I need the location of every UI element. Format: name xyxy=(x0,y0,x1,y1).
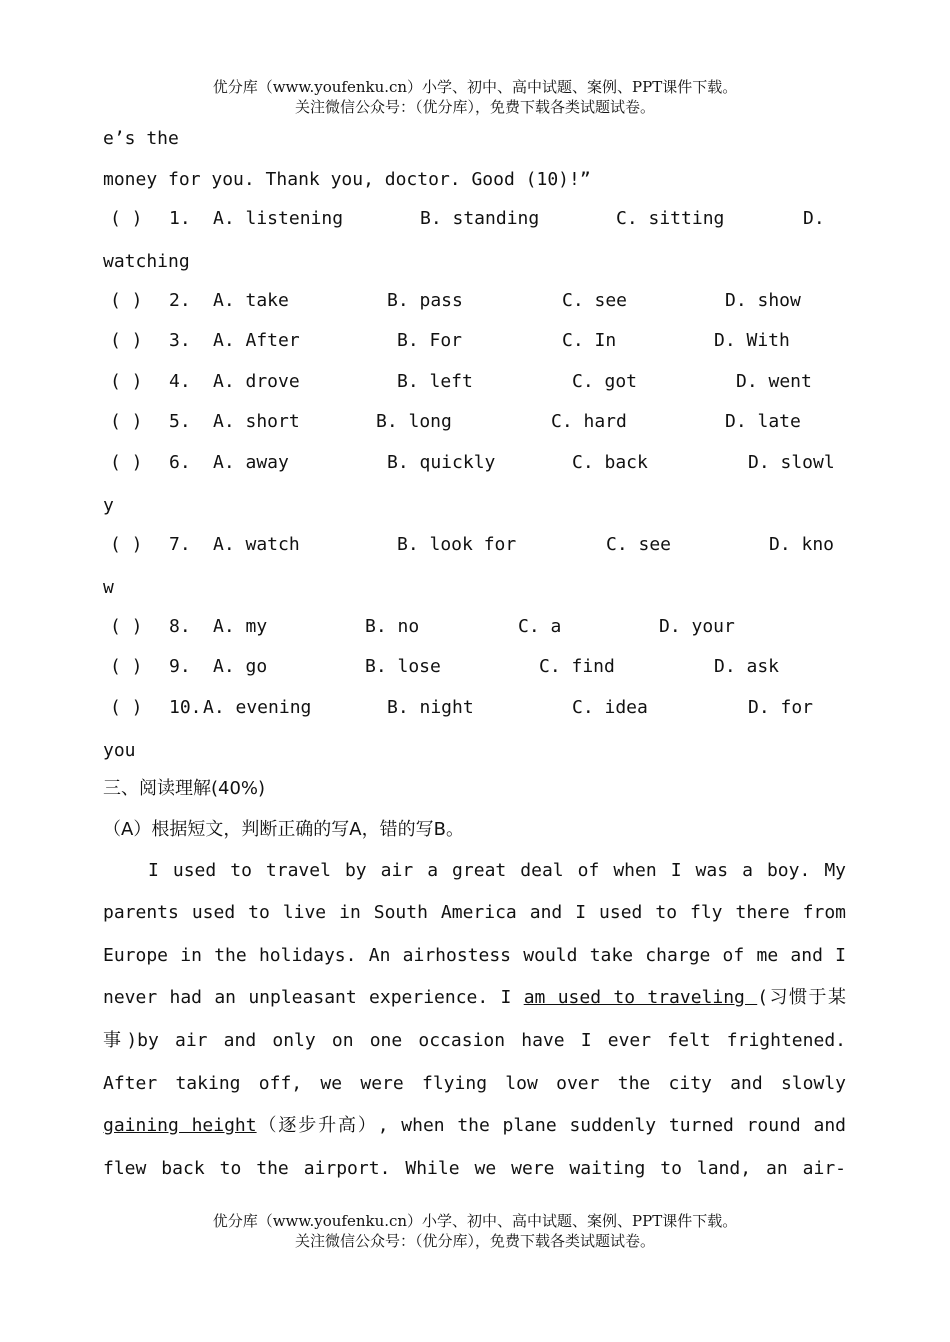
option-d: D. your xyxy=(659,616,735,637)
option-d: D. for xyxy=(748,697,814,718)
page-footer xyxy=(0,1211,950,1251)
option-b: B. pass xyxy=(387,290,463,311)
page-header xyxy=(0,77,950,117)
answer-blank: ( ) xyxy=(110,697,143,718)
option-c: C. In xyxy=(562,330,617,351)
answer-blank: ( ) xyxy=(110,290,143,311)
question-number: 4. xyxy=(169,371,191,392)
question-number: 3. xyxy=(169,330,191,351)
reading-line-3: Europe in the holidays. An airhostess would take charge of me and I xyxy=(103,945,846,966)
option-b: B. look for xyxy=(397,534,517,555)
option-b: B. night xyxy=(387,697,474,718)
reading-line-1: I used to travel by air a great deal of when I was a boy. My xyxy=(148,860,846,881)
option-wrap-text: watching xyxy=(103,251,190,272)
answer-blank: ( ) xyxy=(110,208,143,229)
reading-line-4-gloss: (习惯于某 xyxy=(757,987,846,1008)
underlined-phrase: am used to traveling xyxy=(523,987,758,1008)
header-line-2: 关注微信公众号：（优分库），免费下载各类试题试卷。 xyxy=(294,98,655,116)
option-d: D. slowl xyxy=(748,452,835,473)
option-a: A. After xyxy=(213,330,300,351)
question-number: 2. xyxy=(169,290,191,311)
option-a: A. listening xyxy=(213,208,344,229)
option-b: B. long xyxy=(376,411,452,432)
option-a: A. my xyxy=(213,616,268,637)
reading-line-8: flew back to the airport. While we were waiting to land, an air- xyxy=(103,1158,846,1179)
option-d: D. With xyxy=(714,330,790,351)
answer-blank: ( ) xyxy=(110,411,143,432)
option-c: C. see xyxy=(562,290,628,311)
option-c: C. got xyxy=(572,371,638,392)
answer-blank: ( ) xyxy=(110,371,143,392)
reading-line-7-text: （逐步升高）, when the plane suddenly turned round and xyxy=(256,1115,846,1136)
option-b: B. For xyxy=(397,330,463,351)
option-a: A. short xyxy=(213,411,300,432)
option-c: C. see xyxy=(606,534,672,555)
option-wrap-text: w xyxy=(103,577,114,598)
answer-blank: ( ) xyxy=(110,656,143,677)
answer-blank: ( ) xyxy=(110,452,143,473)
reading-line-6: After taking off, we were flying low over the city and slowly xyxy=(103,1073,846,1094)
question-number: 5. xyxy=(169,411,191,432)
footer-line-1: 优分库（www.youfenku.cn）小学、初中、高中试题、案例、PPT课件下载。 xyxy=(212,1212,738,1230)
option-b: B. quickly xyxy=(387,452,496,473)
option-c: C. a xyxy=(518,616,562,637)
option-d: D. kno xyxy=(769,534,835,555)
option-b: B. lose xyxy=(365,656,441,677)
question-number: 7. xyxy=(169,534,191,555)
option-wrap-text: you xyxy=(103,740,136,761)
question-number: 6. xyxy=(169,452,191,473)
reading-line-5: 事)by air and only on one occasion have I ever felt frightened. xyxy=(103,1030,846,1051)
option-b: B. standing xyxy=(420,208,540,229)
option-c: C. back xyxy=(572,452,648,473)
section-instruction: （A）根据短文，判断正确的写A，错的写B。 xyxy=(103,819,464,840)
question-number: 8. xyxy=(169,616,191,637)
option-c: C. idea xyxy=(572,697,648,718)
option-wrap-text: y xyxy=(103,495,114,516)
section-title: 三、阅读理解(40%) xyxy=(103,778,266,799)
answer-blank: ( ) xyxy=(110,534,143,555)
answer-blank: ( ) xyxy=(110,330,143,351)
answer-blank: ( ) xyxy=(110,616,143,637)
question-number: 9. xyxy=(169,656,191,677)
option-a: A. drove xyxy=(213,371,300,392)
reading-line-2: parents used to live in South America and I used to fly there from xyxy=(103,902,846,923)
option-a: A. take xyxy=(213,290,289,311)
option-b: B. no xyxy=(365,616,420,637)
option-b: B. left xyxy=(397,371,473,392)
option-d: D. ask xyxy=(714,656,780,677)
option-a: A. go xyxy=(213,656,268,677)
question-number: 1. xyxy=(169,208,191,229)
option-a: A. away xyxy=(213,452,289,473)
option-d: D. show xyxy=(725,290,801,311)
reading-line-4 xyxy=(103,987,846,1009)
option-a: A. evening xyxy=(203,697,312,718)
option-a: A. watch xyxy=(213,534,300,555)
underlined-phrase: gaining height xyxy=(103,1115,257,1136)
option-d: D. xyxy=(803,208,825,229)
option-c: C. sitting xyxy=(616,208,725,229)
reading-line-7 xyxy=(103,1115,846,1137)
header-line-1: 优分库（www.youfenku.cn）小学、初中、高中试题、案例、PPT课件下载。 xyxy=(212,78,738,96)
footer-line-2: 关注微信公众号：（优分库），免费下载各类试题试卷。 xyxy=(294,1232,655,1250)
passage-tail-line-2: money for you. Thank you, doctor. Good (10)!” xyxy=(103,169,591,190)
option-d: D. late xyxy=(725,411,801,432)
reading-line-4-text: never had an unpleasant experience. I xyxy=(103,987,524,1008)
option-d: D. went xyxy=(736,371,812,392)
option-c: C. hard xyxy=(551,411,627,432)
option-c: C. find xyxy=(539,656,615,677)
question-number: 10. xyxy=(169,697,202,718)
passage-tail-line-1: e’s the xyxy=(103,128,179,149)
